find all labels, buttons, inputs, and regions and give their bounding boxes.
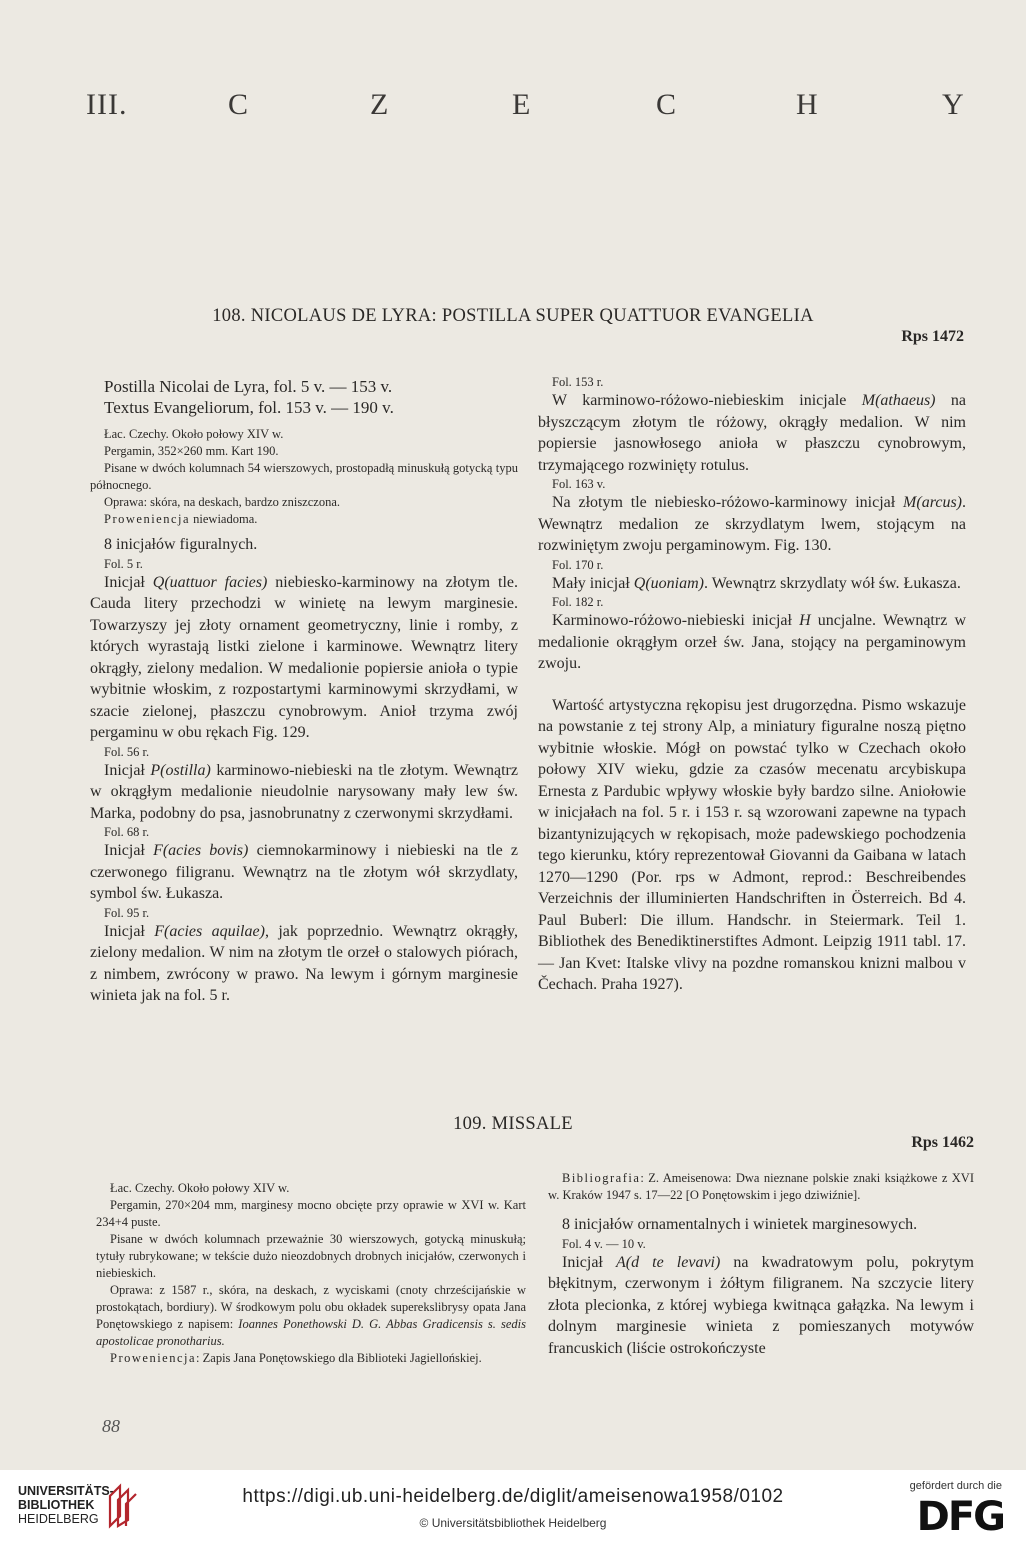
folio-label: Fol. 4 v. — 10 v.	[562, 1236, 646, 1251]
chapter-letter: C	[656, 88, 678, 121]
paragraph: Na złotym tle niebiesko-różowo-karminowy inicjał M(arcus). Wewnątrz medalion ze skrzydlatym lwem, stojącym na rozwiniętym zwoju pergaminowym. Fig. 130.	[538, 494, 966, 554]
chapter-letter: Z	[370, 88, 390, 121]
provenance-label: Proweniencja	[104, 512, 191, 526]
meta-line: Łac. Czechy. Około połowy XIV w.	[110, 1181, 290, 1195]
section-108-right-column	[538, 374, 966, 996]
chapter-heading	[86, 88, 966, 128]
paragraph: Inicjał F(acies bovis) ciemnokarminowy i niebieski na tle z czerwonego filigranu. Wewnątrz na tle złotym wół skrzydlaty, symbol św. Łukasza.	[90, 842, 519, 902]
provenance-value: : Zapis Jana Ponętowskiego dla Biblioteki Jagiellońskiej.	[196, 1351, 482, 1365]
library-line: HEIDELBERG	[18, 1512, 99, 1526]
section-109-title: 109. MISSALE	[453, 1114, 573, 1134]
section-108-left-column	[90, 376, 518, 1007]
section-109-right-column	[548, 1170, 974, 1359]
chapter-number: III.	[86, 88, 128, 121]
meta-line	[90, 494, 518, 511]
permalink-url[interactable]: https://digi.ub.uni-heidelberg.de/diglit/ameisenowa1958/0102	[242, 1486, 784, 1507]
dfg-logo: DFG	[916, 1494, 1004, 1540]
chapter-letter: E	[512, 88, 532, 121]
content-line: Postilla Nicolai de Lyra, fol. 5 v. — 153 v.	[104, 377, 393, 396]
bibliography: Bibliografia: Z. Ameisenowa: Dwa nieznane polskie znaki książkowe z XVI w. Kraków 1947 s. 17—22 [O Ponętowskim i jego dziwiźnie].	[548, 1171, 974, 1202]
meta-line: Pisane w dwóch kolumnach przeważnie 30 wierszowych, gotycką minuskułą; tytuły rubrykowane; w tekście dużo nieozdobnych drobnych inicjałów, czerwonych i niebieskich.	[96, 1232, 526, 1280]
provenance-value: niewiadoma.	[190, 512, 258, 526]
chapter-letter: C	[228, 88, 250, 121]
paragraph: Karminowo-różowo-niebieski inicjał H uncjalne. Wewnątrz w medalionie okrągłym orzeł św. Jana, stojący na pergaminowym zwoju.	[538, 612, 966, 672]
paragraph: Inicjał Q(uattuor facies) niebiesko-karminowy na złotym tle. Cauda litery przechodzi w winietę na lewym marginesie. Towarzyszy jej złoty ornament geometryczny, linie i romby, z których wyrastają listki zielone i karminowe. Wewnątrz litery okrągły, zielony medalion. W medalionie popiersie anioła o typie wybitnie włoskim, z rozpostartymi karminowymi skrzydłami, w szacie zielonej, płaszczu cynobrowym. Anioł trzyma zwój pergaminu w obu rękach Fig. 129.	[90, 573, 519, 741]
copyright-notice: © Universitätsbibliothek Heidelberg	[419, 1516, 607, 1530]
library-line: UNIVERSITÄTS-	[18, 1484, 114, 1498]
folio-label: Fol. 163 v.	[552, 477, 606, 491]
provenance-label: Proweniencja	[110, 1351, 197, 1365]
folio-label: Fol. 56 r.	[104, 744, 150, 759]
meta-line: Łac. Czechy. Około połowy XIV w.	[104, 427, 284, 441]
meta-line: Pergamin, 352×260 mm. Kart 190.	[104, 444, 279, 458]
folio-label: Fol. 170 r.	[552, 557, 604, 572]
folio-label: Fol. 68 r.	[104, 825, 150, 839]
meta-line: Pisane w dwóch kolumnach 54 wierszowych, prostopadłą minuskułą gotycką typu północnego.	[90, 461, 518, 492]
paragraph: Inicjał A(d te levavi) na kwadratowym polu, pokrytym błękitnym, czerwonym i żółtym filigranem. Na szczycie litery złota plecionka, z której wybiega kwitnąca gałązka. Na lewym i dolnym marginesie winieta z pomieszanych motywów francuskich (liście ostrokończyste	[548, 1253, 974, 1357]
meta-line: Pergamin, 270×204 mm, marginesy mocno obcięte przy oprawie w XVI w. Kart 234+4 puste.	[96, 1198, 526, 1229]
folio-label: Fol. 153 r.	[552, 375, 604, 389]
folio-label: Fol. 95 r.	[104, 905, 150, 920]
section-109-shelfmark: Rps 1462	[911, 1134, 974, 1151]
footer-bar	[0, 1470, 1026, 1543]
paragraph: Wartość artystyczna rękopisu jest drugorzędna. Pismo wskazuje na powstanie z tej strony Alp, a miniatury figuralne noszą piętno wybitnie włoskie. Mógł on powstać tylko w Czechach około połowy XIV wieku, gdzie za czasów mecenatu arcybiskupa Ernesta z Pardubic wpływy włoskie były bardzo silne. Aniołowie w inicjałach na fol. 5 r. i 153 r. są wzorowani zapewne na typach bizantynizujących w rękopisach, może padewskiego pochodzenia tego kierunku, który reprezentował Giovanni da Gaibana w latach 1270—1290 (Por. rps w Admont, reprod.: Beschreibendes Verzeichnis der illuminierten Handschriften in Österreich. Bd 4. Paul Buberl: Die illum. Handschr. in Steiermark. Teil 1. Bibliothek des Benediktinerstiftes Admont. Leipzig 1911 tabl. 17. — Jan Kvet: Italske vlivy na pozdne romanskou knizni malbou v Čechach. Praha 1927).	[538, 696, 966, 993]
page-number: 88	[102, 1416, 120, 1436]
paragraph: Mały inicjał Q(uoniam). Wewnątrz skrzydlaty wół św. Łukasza.	[552, 574, 961, 592]
chapter-letter: H	[796, 88, 819, 121]
folio-label: Fol. 182 r.	[552, 595, 604, 609]
section-109-left-column	[96, 1180, 526, 1367]
folio-label: Fol. 5 r.	[104, 556, 143, 571]
paragraph: W karminowo-różowo-niebieskim inicjale M(athaeus) na błyszczącym złotym tle różowy, okrągły medalion. W nim popiersie jasnowłosego anioła w płaszczu cynobrowym, trzymającego rozwinięty rotulus.	[538, 392, 966, 474]
paragraph: Inicjał F(acies aquilae), jak poprzednio. Wewnątrz okrągły, zielony medalion. W nim na złotym tle orzeł o stalowych piórach, z nimbem, zwrócony w prawo. Na lewym i górnym marginesie winieta jak na fol. 5 r.	[90, 922, 518, 1004]
meta-line	[90, 511, 518, 528]
binding-note: Oprawa: skóra, na deskach, bardzo zniszczona.	[104, 495, 341, 509]
initials-count: 8 inicjałów ornamentalnych i winietek marginesowych.	[562, 1216, 918, 1233]
funding-label: gefördert durch die	[909, 1480, 1002, 1492]
initials-count: 8 inicjałów figuralnych.	[104, 536, 258, 553]
meta-line: Oprawa: z 1587 r., skóra, na deskach, z wyciskami (cnoty chrześcijańskie w prostokątach, bordiury). W środkowym polu obu okładek superekslibrysy opata Jana Ponętowskiego z napisem: Ioannes Ponethowski D. G. Abbas Gradicensis s. sedis apostolicae pronotharius.	[96, 1283, 526, 1348]
content-line: Textus Evangeliorum, fol. 153 v. — 190 v.	[104, 398, 394, 417]
section-108-title: 108. NICOLAUS DE LYRA: POSTILLA SUPER QUATTUOR EVANGELIA	[212, 306, 814, 326]
library-line: BIBLIOTHEK	[18, 1498, 95, 1512]
section-108-shelfmark: Rps 1472	[901, 328, 964, 345]
chapter-letter: Y	[942, 88, 965, 121]
paragraph: Inicjał P(ostilla) karminowo-niebieski na tle złotym. Wewnątrz w okrągłym medalionie nieudolnie narysowany mały lew św. Marka, podobny do psa, jasnobrunatny z czerwonymi skrzydłami.	[90, 761, 518, 822]
meta-line	[96, 1350, 526, 1367]
